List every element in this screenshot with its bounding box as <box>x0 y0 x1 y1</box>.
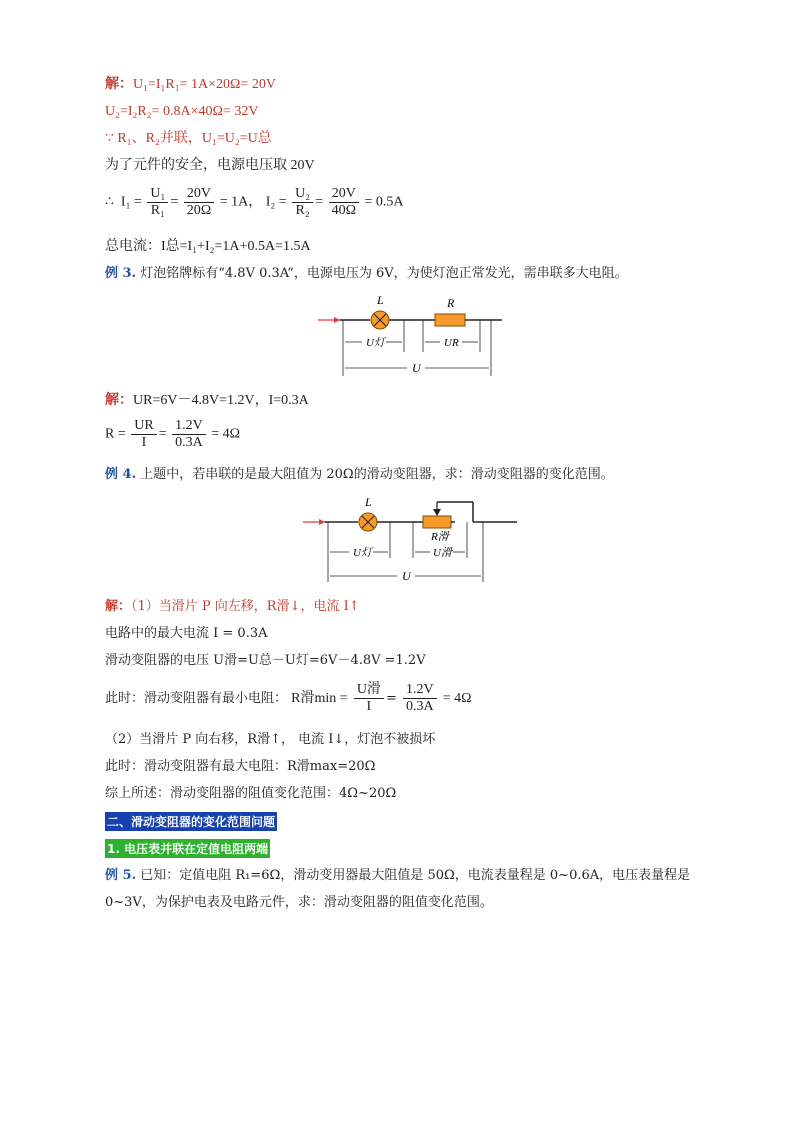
u-rh-label: U滑 <box>433 547 452 559</box>
sol4-line2: 电路中的最大电流 I = 0.3A <box>105 626 268 641</box>
sol3-line2: R = $\frac{UR}{I}$ = $\frac{1.2V}{0.3A}$ = 4Ω <box>105 418 241 450</box>
sol4-line5: （2）当滑片 P 向右移，R滑↑， 电流 I↓，灯泡不被损坏 <box>105 732 436 747</box>
ex3-circuit-diagram <box>310 290 510 380</box>
sol4-line6: 此时：滑动变阻器有最大电阻：R滑max=20Ω <box>105 759 376 774</box>
rheostat-label: R滑 <box>431 531 449 543</box>
lamp-label: L <box>377 293 384 307</box>
sol4-line7: 综上所述：滑动变阻器的阻值变化范围：4Ω~20Ω <box>105 786 397 801</box>
ex3-question: 例 3. 灯泡铭牌标有“4.8V 0.3A”，电源电压为 6V，为使灯泡正常发光，需串联多大电阻。 <box>105 266 628 281</box>
sol2-line2: U₂=I₂R₂= 0.8A×40Ω= 32V <box>105 104 259 119</box>
sol2-line5: ∴ I₁ = $\frac{\text{U₁}}{\text{R₁}}$ = $\frac{20V}{20\Omega}$ = 1A， I₂ = $\frac{\text{U₂}}{\text{R₂}}$ = $\frac{20V}{40\Omega}$ = 0.5A <box>105 186 404 218</box>
u-r-label: UR <box>444 337 459 349</box>
slider-arrow <box>433 509 441 516</box>
ex4-question: 例 4. 上题中，若串联的是最大阻值为 20Ω的滑动变阻器，求：滑动变阻器的变化范围。 <box>105 467 614 482</box>
sol2-line3: ∵ R₁、R₂并联，U₁=U₂=U总 <box>105 131 272 146</box>
sol4-line1: 解：（1）当滑片 P 向左移，R滑↓，电流 I↑ <box>105 599 360 614</box>
rheostat-icon <box>423 516 451 528</box>
ex4-circuit-diagram <box>295 492 525 587</box>
sol4-line3: 滑动变阻器的电压 U滑=U总－U灯=6V－4.8V =1.2V <box>105 653 426 668</box>
sol3-line1: 解：UR=6V－4.8V=1.2V，I=0.3A <box>105 393 309 408</box>
sub-heading: 1. 电压表并联在定值电阻两端 <box>105 839 270 858</box>
sol2-line1: 解：U₁=I₁R₁= 1A×20Ω= 20V <box>105 77 276 92</box>
arrow-head <box>334 317 340 323</box>
sol2-line4: 为了元件的安全，电源电压取 20V <box>105 158 315 173</box>
lamp-label: L <box>365 495 372 509</box>
u-lamp-label: U灯 <box>353 547 372 559</box>
resistor-icon <box>435 314 465 326</box>
section-heading: 二、滑动变阻器的变化范围问题 <box>105 812 277 831</box>
u-total-label: U <box>412 361 421 375</box>
ex5-line2: 0~3V，为保护电表及电路元件，求：滑动变阻器的阻值变化范围。 <box>105 895 493 910</box>
u-lamp-label: U灯 <box>366 337 385 349</box>
ex5-line1: 例 5. 已知：定值电阻 R₁=6Ω，滑动变用器最大阻值是 50Ω，电流表量程是 0~0.6A，电压表量程是 <box>105 868 691 883</box>
resistor-label: R <box>447 296 455 310</box>
sol4-line4: 此时：滑动变阻器有最小电阻： R滑min = $\frac{\text{U滑}}{I}$ = $\frac{1.2V}{0.3A}$ = 4Ω <box>105 682 472 714</box>
u-total-label: U <box>402 569 411 583</box>
sol2-line6: 总电流：I总=I₁+I₂=1A+0.5A=1.5A <box>105 239 311 254</box>
